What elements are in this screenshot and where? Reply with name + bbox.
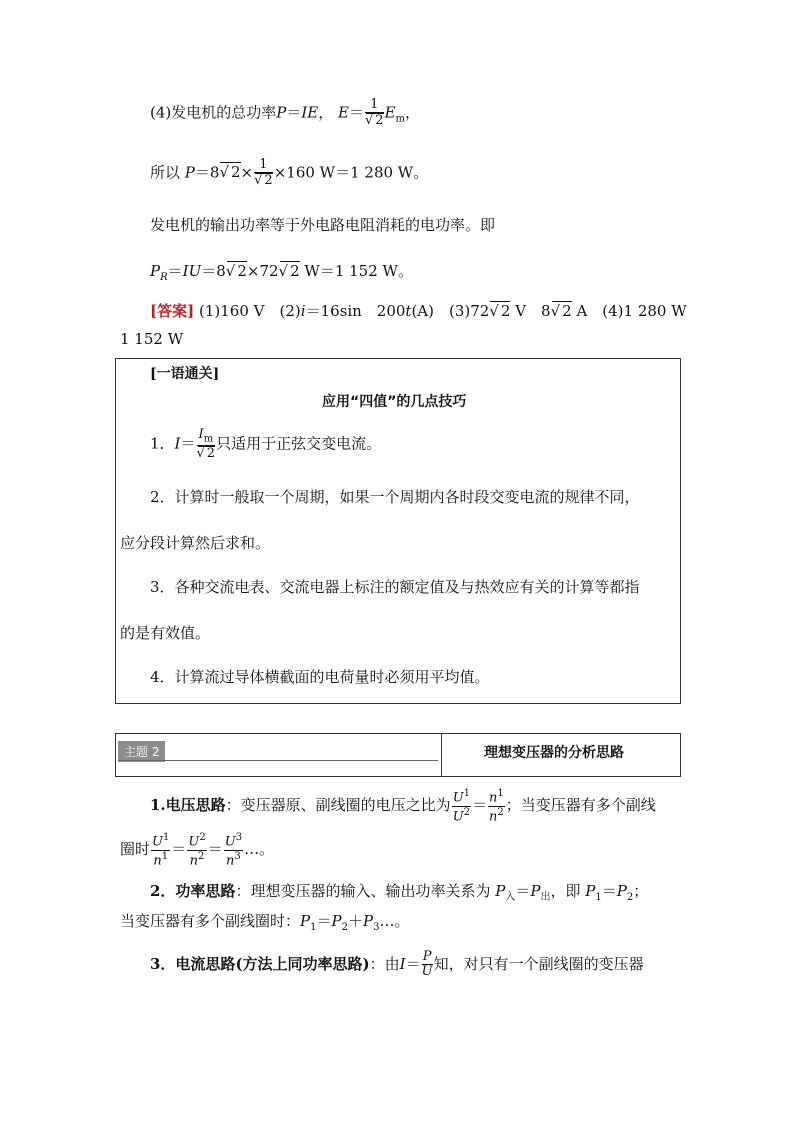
- answer-line-cont: 1 152 W: [120, 330, 184, 348]
- fraction: $\frac{U^3}{n^3}$: [224, 832, 243, 868]
- output-power-text: 发电机的输出功率等于外电路电阻消耗的电功率。即: [150, 216, 496, 234]
- fraction: $\frac{U^1}{n^1}$: [152, 832, 170, 868]
- tip-4: 4．计算流过导体横截面的电荷量时必须用平均值。: [150, 668, 490, 686]
- answer-line: [答案] (1)160 V (2)i＝16sin 200t(A) (3)72√ 2 V 8√ 2 A (4)1 280 W: [150, 301, 687, 320]
- tip-1: 1．I＝ $I_m$ √ 2 只适用于正弦交变电流。: [150, 428, 381, 461]
- eq-total-power: (4)发电机的总功率P＝IE， E＝ 1 √ 2 $E_m$，: [150, 98, 420, 129]
- tip-2a: 2．计算时一般取一个周期，如果一个周期内各时段交变电流的规律不同，: [150, 488, 640, 506]
- topic-badge: 主题 2: [118, 741, 438, 759]
- tip-3b: 的是有效值。: [120, 624, 211, 642]
- power-rule-cont: 当变压器有多个副线圈时：$P_1=P_2+P_3\dots$。: [120, 912, 410, 933]
- answer-tag: [答案]: [150, 302, 195, 320]
- fraction: 1 √ 2: [365, 98, 384, 129]
- tips-tag: [一语通关]: [150, 366, 220, 382]
- fraction: $\frac{U^1}{U^2}$: [452, 788, 471, 824]
- fraction: $I_m$ √ 2: [197, 428, 216, 461]
- voltage-rule-cont: 圈时 $\frac{U^1}{n^1}$ ＝ $\frac{U^2}{n^2}$ ＝ $\frac{U^3}{n^3}$ …。: [120, 832, 275, 868]
- voltage-rule: 1.电压思路：变压器原、副线圈的电压之比为 $\frac{U^1}{U^2}$ ＝ $\frac{n^1}{n^2}$ ；当变压器有多个副线: [150, 788, 656, 824]
- fraction: $\frac{P}{U}$: [421, 949, 433, 980]
- fraction: $\frac{n^1}{n^2}$: [489, 788, 504, 824]
- fraction: 1 √ 2: [254, 158, 273, 189]
- tip-3a: 3．各种交流电表、交流电器上标注的额定值及与热效应有关的计算等都指: [150, 578, 640, 596]
- fraction: $\frac{U^2}{n^2}$: [188, 832, 206, 868]
- current-rule: 3．电流思路(方法上同功率思路)：由I＝ $\frac{P}{U}$ 知，对只有一个副线圈的变压器: [150, 949, 644, 980]
- topic-divider: [441, 733, 442, 777]
- eq-output-power: $P_R=IU=8√$ 2×72√ 2 W＝1 152 W。: [150, 261, 413, 284]
- tip-2b: 应分段计算然后求和。: [120, 534, 271, 552]
- eq-power-value: 所以 P＝8√ 2× 1 √ 2 ×160 W＝1 280 W。: [150, 158, 428, 189]
- tips-title: 应用“四值”的几点技巧: [322, 394, 467, 410]
- topic-title: 理想变压器的分析思路: [484, 745, 624, 761]
- power-rule: 2．功率思路：理想变压器的输入、输出功率关系为 $P_入=P_出$，即 $P_1=P_2$；: [150, 882, 649, 903]
